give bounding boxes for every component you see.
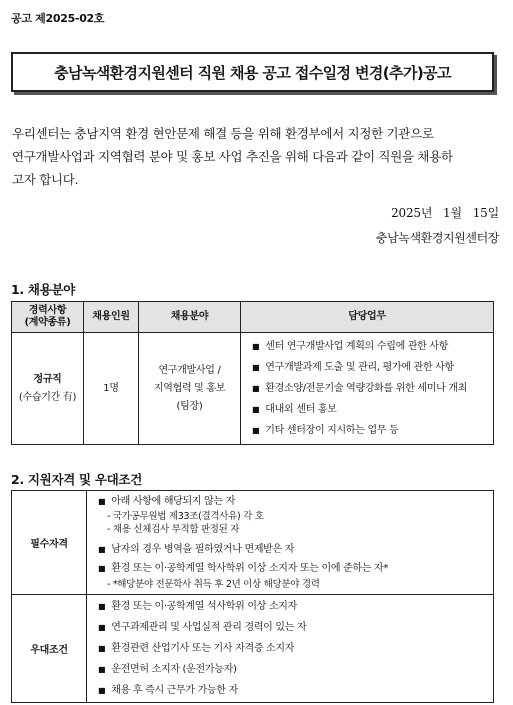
header-field: 채용분야 (139, 302, 241, 333)
list-item: ■ 센터 연구개발사업 계획의 수립에 관한 사항 (252, 336, 492, 357)
section-heading-qualifications: 2. 지원자격 및 우대조건 (11, 472, 142, 487)
header-type: 경력사항 (계약종류) (12, 302, 84, 333)
table-row (12, 491, 494, 595)
header-count: 채용인원 (84, 302, 139, 333)
cell-type: 정규직 (수습기간 有) (12, 333, 84, 445)
sub-item: - 채용 신체검사 부적합 판정된 자 (88, 523, 492, 537)
intro-paragraph (12, 122, 500, 191)
notice-number: 공고 제2025-02호 (11, 12, 105, 25)
cell-count: 1명 (84, 333, 139, 445)
page-title: 충남녹색환경지원센터 직원 채용 공고 접수일정 변경(추가)공고 (11, 52, 494, 92)
list-item: ■ 환경 또는 이·공학계열 석사학위 이상 소지자 (98, 596, 492, 617)
duties-list (242, 336, 492, 441)
list-item: ■ 채용 후 즉시 근무가 가능한 자 (98, 680, 492, 701)
list-item: ■ 연구개발과제 도출 및 관리, 평가에 관한 사항 (252, 357, 492, 378)
preferred-label: 우대조건 (12, 595, 87, 703)
sub-item: - *해당분야 전문학사 취득 후 2년 이상 해당분야 경력 (88, 578, 492, 592)
list-item: ■ 연구과제관리 및 사업실적 관리 경력이 있는 자 (98, 617, 492, 638)
list-item: ■ 기타 센터장이 지시하는 업무 등 (252, 420, 492, 441)
sub-item: - 국가공무원법 제33조(결격사유) 각 호 (88, 510, 492, 524)
table-row (12, 333, 494, 445)
qualifications-table (11, 490, 494, 703)
list-item: ■ 환경소양/전문기술 역량강화를 위한 세미나 개최 (252, 378, 492, 399)
list-item: ■ 대내외 센터 홍보 (252, 399, 492, 420)
required-label: 필수자격 (12, 491, 87, 595)
issuing-organization: 충남녹색환경지원센터장 (375, 231, 499, 245)
cell-duties (241, 333, 494, 445)
list-item: ■ 운전면허 소지자 (운전가능자) (98, 659, 492, 680)
list-item: ■ 남자의 경우 병역을 필하였거나 면제받은 자 (98, 540, 492, 559)
announcement-date: 2025년 1월 15일 (391, 206, 499, 220)
required-cell (87, 491, 494, 595)
list-item: ■ 환경관련 산업기사 또는 기사 자격증 소지자 (98, 638, 492, 659)
table-header-row (12, 302, 494, 333)
section-heading-recruitment-field: 1. 채용분야 (11, 282, 75, 297)
table-row (12, 595, 494, 703)
recruitment-table (11, 301, 494, 445)
cell-field: 연구개발사업 / 지역협력 및 홍보 (팀장) (139, 333, 241, 445)
required-list (88, 540, 492, 578)
intro-line: 고자 합니다. (12, 172, 79, 187)
required-list (88, 494, 492, 510)
intro-line: 우리센터는 충남지역 환경 현안문제 해결 등을 위해 환경부에서 지정한 기관으로 (12, 126, 434, 141)
preferred-list (88, 596, 492, 701)
preferred-cell (87, 595, 494, 703)
list-item: ■ 아래 사항에 해당되지 않는 자 (98, 494, 492, 510)
list-item: ■ 환경 또는 이·공학계열 학사학위 이상 소지자 또는 이에 준하는 자* (98, 559, 492, 578)
header-duties: 담당업무 (241, 302, 494, 333)
intro-line: 연구개발사업과 지역협력 분야 및 홍보 사업 추진을 위해 다음과 같이 직원을 채용하 (12, 149, 453, 164)
